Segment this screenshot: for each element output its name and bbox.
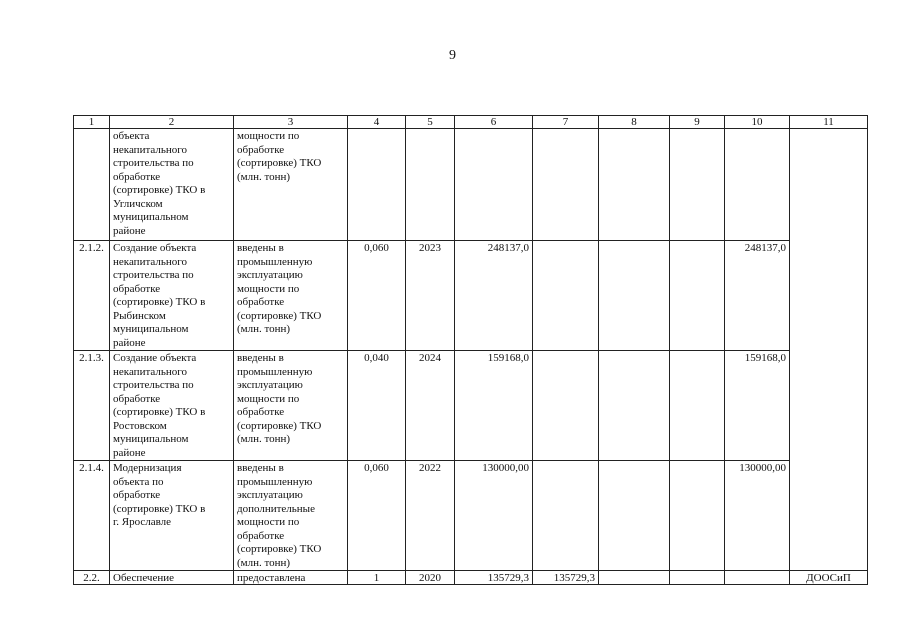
table-row <box>74 461 868 571</box>
year-cell: 2020 <box>406 571 455 585</box>
amount-col10-cell: 248137,0 <box>725 241 790 351</box>
column-header: 10 <box>725 116 790 129</box>
table-row <box>74 241 868 351</box>
result-description-cell: введены в промышленную эксплуатацию дополнительные мощности по обработке (сортировке) ТКО (млн. тонн) <box>234 461 348 571</box>
result-description-cell: введены в промышленную эксплуатацию мощности по обработке (сортировке) ТКО (млн. тонн) <box>234 241 348 351</box>
year-cell: 2022 <box>406 461 455 571</box>
activity-name-cell: Создание объекта некапитального строительства по обработке (сортировке) ТКО в Рыбинском муниципальном районе <box>110 241 234 351</box>
year-cell: 2023 <box>406 241 455 351</box>
column-header: 7 <box>533 116 599 129</box>
amount-col10-cell: 159168,0 <box>725 351 790 461</box>
item-number-cell: 2.1.2. <box>74 241 110 351</box>
year-cell: 2024 <box>406 351 455 461</box>
indicator-value-cell: 0,040 <box>348 351 406 461</box>
amount-col9-cell <box>670 461 725 571</box>
total-amount-cell <box>455 129 533 241</box>
amount-col7-cell <box>533 461 599 571</box>
amount-col10-cell <box>725 571 790 585</box>
activity-name-cell: объекта некапитального строительства по обработке (сортировке) ТКО в Угличском муниципальном районе <box>110 129 234 241</box>
table-row <box>74 351 868 461</box>
column-header: 4 <box>348 116 406 129</box>
column-header: 2 <box>110 116 234 129</box>
result-description-cell: мощности по обработке (сортировке) ТКО (млн. тонн) <box>234 129 348 241</box>
result-description-cell: введены в промышленную эксплуатацию мощности по обработке (сортировке) ТКО (млн. тонн) <box>234 351 348 461</box>
amount-col7-cell: 135729,3 <box>533 571 599 585</box>
amount-col8-cell <box>599 571 670 585</box>
activity-name-cell: Обеспечение <box>110 571 234 585</box>
amount-col10-cell: 130000,00 <box>725 461 790 571</box>
column-header: 8 <box>599 116 670 129</box>
column-header: 3 <box>234 116 348 129</box>
amount-col8-cell <box>599 351 670 461</box>
activity-name-cell: Создание объекта некапитального строительства по обработке (сортировке) ТКО в Ростовском муниципальном районе <box>110 351 234 461</box>
activity-name-cell: Модернизация объекта по обработке (сортировке) ТКО в г. Ярославле <box>110 461 234 571</box>
amount-col9-cell <box>670 241 725 351</box>
indicator-value-cell: 0,060 <box>348 241 406 351</box>
total-amount-cell: 135729,3 <box>455 571 533 585</box>
amount-col10-cell <box>725 129 790 241</box>
column-number-header-row <box>74 116 868 129</box>
item-number-cell: 2.1.4. <box>74 461 110 571</box>
page-number: 9 <box>449 48 456 63</box>
indicator-value-cell: 1 <box>348 571 406 585</box>
amount-col9-cell <box>670 129 725 241</box>
total-amount-cell: 130000,00 <box>455 461 533 571</box>
column-header: 6 <box>455 116 533 129</box>
year-cell <box>406 129 455 241</box>
table-row <box>74 129 868 241</box>
amount-col8-cell <box>599 461 670 571</box>
result-description-cell: предоставлена <box>234 571 348 585</box>
total-amount-cell: 248137,0 <box>455 241 533 351</box>
table-row <box>74 571 868 585</box>
indicator-value-cell <box>348 129 406 241</box>
indicator-value-cell: 0,060 <box>348 461 406 571</box>
amount-col7-cell <box>533 351 599 461</box>
amount-col9-cell <box>670 571 725 585</box>
amount-col8-cell <box>599 241 670 351</box>
total-amount-cell: 159168,0 <box>455 351 533 461</box>
amount-col9-cell <box>670 351 725 461</box>
executor-cell <box>790 129 868 571</box>
executor-cell: ДООСиП <box>790 571 868 585</box>
amount-col8-cell <box>599 129 670 241</box>
amount-col7-cell <box>533 241 599 351</box>
column-header: 11 <box>790 116 868 129</box>
column-header: 9 <box>670 116 725 129</box>
column-header: 5 <box>406 116 455 129</box>
column-header: 1 <box>74 116 110 129</box>
item-number-cell: 2.1.3. <box>74 351 110 461</box>
amount-col7-cell <box>533 129 599 241</box>
program-activities-table <box>73 115 868 585</box>
item-number-cell <box>74 129 110 241</box>
item-number-cell: 2.2. <box>74 571 110 585</box>
